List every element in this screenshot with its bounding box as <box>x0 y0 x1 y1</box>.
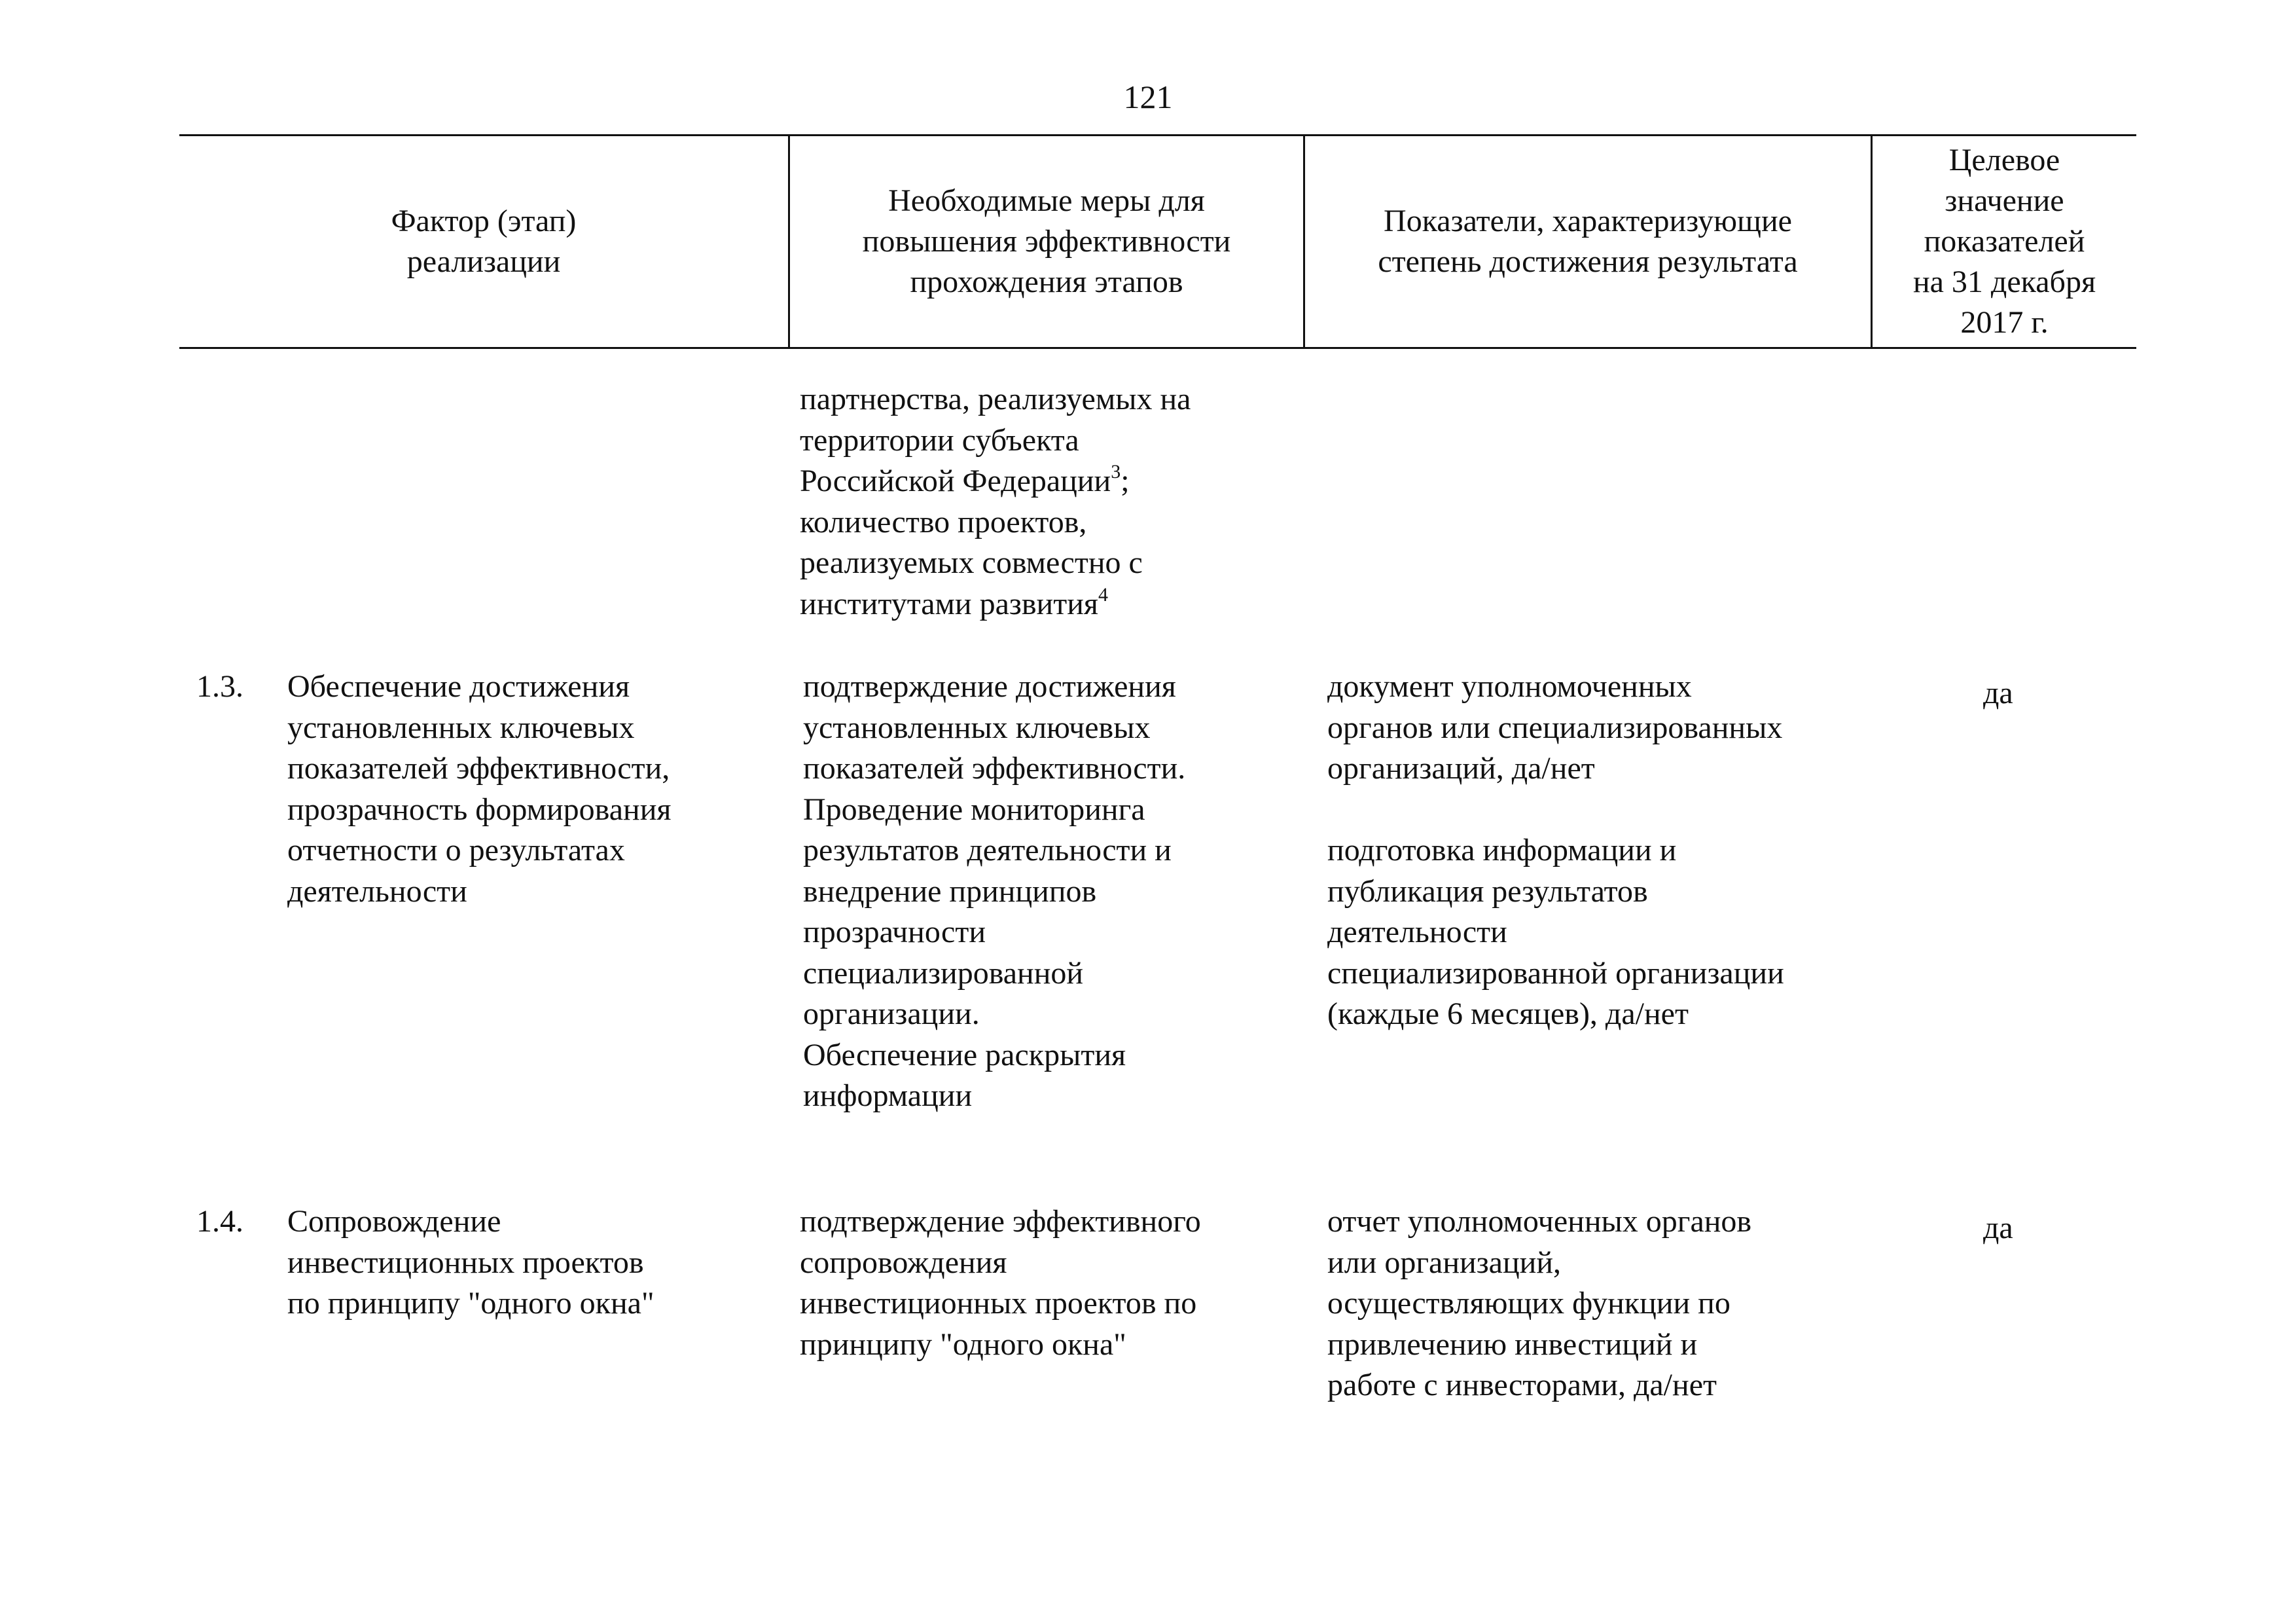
row-measures: подтверждение достижения установленных ключевых показателей эффективности. Проведение мониторинга результатов деятельности и внедрение принципов прозрачности специализированной организации. Обеспечение раскрытия информации <box>803 669 1186 1113</box>
header-factor: Фактор (этап) реализации <box>391 204 577 279</box>
footnote-ref: 4 <box>1098 583 1108 606</box>
continuation-line: количество проектов, <box>800 504 1087 539</box>
row-measures: подтверждение эффективного сопровождения инвестиционных проектов по принципу "одного окна" <box>800 1204 1201 1362</box>
row-indicator: подготовка информации и публикация результатов деятельности специализированной организации (каждые 6 месяцев), да/нет <box>1327 833 1784 1031</box>
row-factor: Обеспечение достижения установленных ключевых показателей эффективности, прозрачность формирования отчетности о результатах деятельности <box>287 669 672 909</box>
table-header <box>179 134 2136 349</box>
measures-continuation <box>800 379 1191 625</box>
row-indicator: отчет уполномоченных органов или организаций, осуществляющих функции по привлечению инвестиций и работе с инвесторами, да/нет <box>1327 1204 1752 1402</box>
row-target: да <box>1983 676 2013 710</box>
page-number: 121 <box>1123 79 1173 115</box>
continuation-line: территории субъекта <box>800 422 1079 458</box>
row-number: 1.4. <box>196 1204 243 1239</box>
continuation-line: партнерства, реализуемых на <box>800 382 1191 416</box>
continuation-line: реализуемых совместно с <box>800 545 1143 580</box>
row-number: 1.3. <box>196 669 243 704</box>
continuation-punct: ; <box>1121 464 1130 498</box>
continuation-line: институтами развития <box>800 586 1098 621</box>
row-target: да <box>1983 1211 2013 1245</box>
continuation-line: Российской Федерации <box>800 464 1111 498</box>
row-factor: Сопровождение инвестиционных проектов по принципу "одного окна" <box>287 1204 655 1321</box>
header-indicators: Показатели, характеризующие степень достижения результата <box>1378 204 1798 279</box>
row-indicator: документ уполномоченных органов или специализированных организаций, да/нет <box>1327 669 1783 786</box>
footnote-ref: 3 <box>1111 461 1121 483</box>
header-measures: Необходимые меры для повышения эффективности прохождения этапов <box>862 183 1231 299</box>
header-target: Целевое значение показателей на 31 декабря 2017 г. <box>1912 143 2096 340</box>
